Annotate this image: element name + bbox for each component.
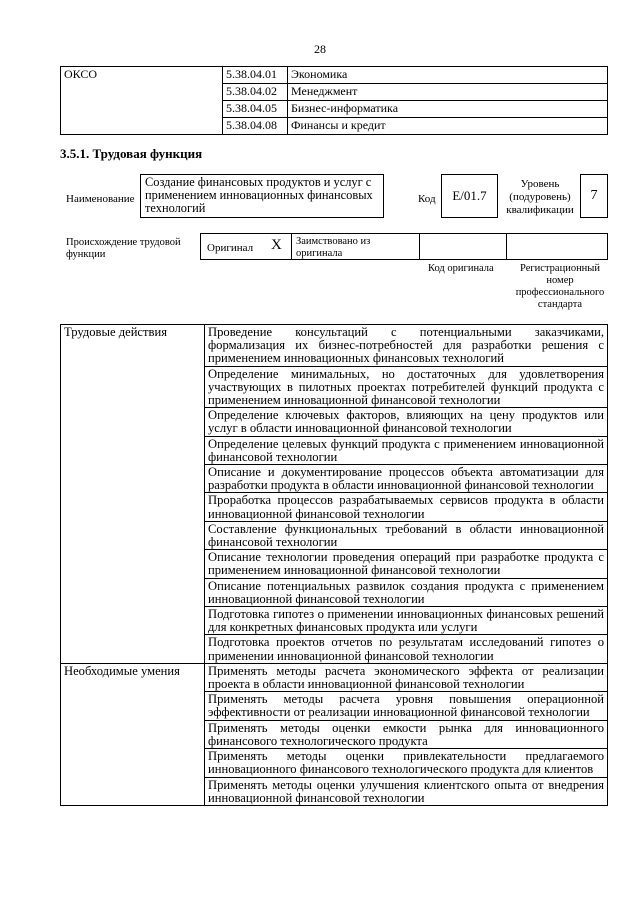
code-original-cell — [419, 233, 507, 260]
level-box — [580, 174, 608, 218]
code-value: E/01.7 — [452, 188, 487, 203]
original-cell — [200, 233, 292, 260]
borrowed-label: Заимствовано из оригинала — [296, 236, 371, 259]
function-details-table — [60, 324, 608, 806]
labor-action-row — [61, 325, 608, 367]
original-mark: X — [271, 237, 282, 253]
original-label: Оригинал — [207, 242, 254, 254]
required-skill-text: Применять методы оценки улучшения клиентского опыта от внедрения инновационной финансовой технологии — [205, 777, 608, 805]
okso-label: ОКСО — [61, 67, 223, 135]
page-number: 28 — [314, 42, 326, 56]
labor-action-text: Проведение консультаций с потенциальными заказчиками, формализация их бизнес-потребностей для разработки решения с применением инновационных финансовых технологий — [205, 325, 608, 367]
code-label: Код — [418, 193, 436, 205]
required-skill-text: Применять методы расчета экономического эффекта от реализации проекта в области инновационной финансовой технологии — [205, 663, 608, 691]
required-skills-label: Необходимые умения — [61, 663, 205, 805]
level-label: Уровень (подуровень) квалификации — [506, 178, 574, 216]
required-skill-row — [61, 663, 608, 691]
code-box — [441, 174, 498, 218]
okso-name: Экономика — [288, 67, 608, 84]
okso-table — [60, 66, 608, 135]
labor-actions-label: Трудовые действия — [61, 325, 205, 664]
labor-action-text: Проработка процессов разрабатываемых сервисов продукта в области инновационной финансовой технологии — [205, 493, 608, 521]
okso-code: 5.38.04.02 — [223, 84, 288, 101]
function-name-box — [140, 174, 384, 218]
name-label: Наименование — [66, 193, 135, 205]
labor-action-text: Составление функциональных требований в области инновационной финансовой технологии — [205, 521, 608, 549]
labor-action-text: Определение минимальных, но достаточных для удовлетворения участвующих в пилотных проектах потребителей функций продукта с применением инновационной финансовой технологии — [205, 366, 608, 408]
origin-label: Происхождение трудовой функции — [66, 237, 181, 260]
okso-name: Финансы и кредит — [288, 118, 608, 135]
labor-action-text: Подготовка гипотез о применении инновационных финансовых решений для конкретных финансовых продукта или услуги — [205, 607, 608, 635]
section-title: 3.5.1. Трудовая функция — [60, 146, 203, 161]
okso-name: Менеджмент — [288, 84, 608, 101]
labor-action-text: Описание потенциальных развилок создания продукта с применением инновационной финансовой технологии — [205, 578, 608, 606]
labor-action-text: Описание технологии проведения операций при разработке продукта с применением инновационной финансовой технологии — [205, 550, 608, 578]
required-skill-text: Применять методы оценки емкости рынка для инновационного финансового технологического продукта — [205, 720, 608, 748]
required-skill-text: Применять методы оценки привлекательности предлагаемого инновационного финансового технологического продукта для клиентов — [205, 749, 608, 777]
okso-code: 5.38.04.01 — [223, 67, 288, 84]
level-value: 7 — [590, 188, 598, 203]
function-name-value: Создание финансовых продуктов и услуг с применением инновационных финансовых технологий — [145, 175, 373, 216]
reg-number-cell — [506, 233, 608, 260]
reg-number-label: Регистрационный номер профессионального стандарта — [515, 263, 605, 310]
labor-action-text: Определение ключевых факторов, влияющих на цену продуктов или услуг в области инновационной финансовой технологии — [205, 408, 608, 436]
code-original-label: Код оригинала — [428, 263, 494, 274]
labor-action-text: Описание и документирование процессов объекта автоматизации для разработки продукта в области инновационной финансовой технологии — [205, 465, 608, 493]
okso-code: 5.38.04.08 — [223, 118, 288, 135]
labor-action-text: Определение целевых функций продукта с применением инновационной финансовой технологии — [205, 436, 608, 464]
labor-action-text: Подготовка проектов отчетов по результатам исследований гипотез о применении инновационной финансовой технологии — [205, 635, 608, 663]
required-skill-text: Применять методы расчета уровня повышения операционной эффективности от реализации инновационной финансовой технологии — [205, 692, 608, 720]
okso-name: Бизнес-информатика — [288, 101, 608, 118]
okso-code: 5.38.04.05 — [223, 101, 288, 118]
okso-row — [61, 67, 608, 84]
borrowed-cell — [291, 233, 420, 260]
